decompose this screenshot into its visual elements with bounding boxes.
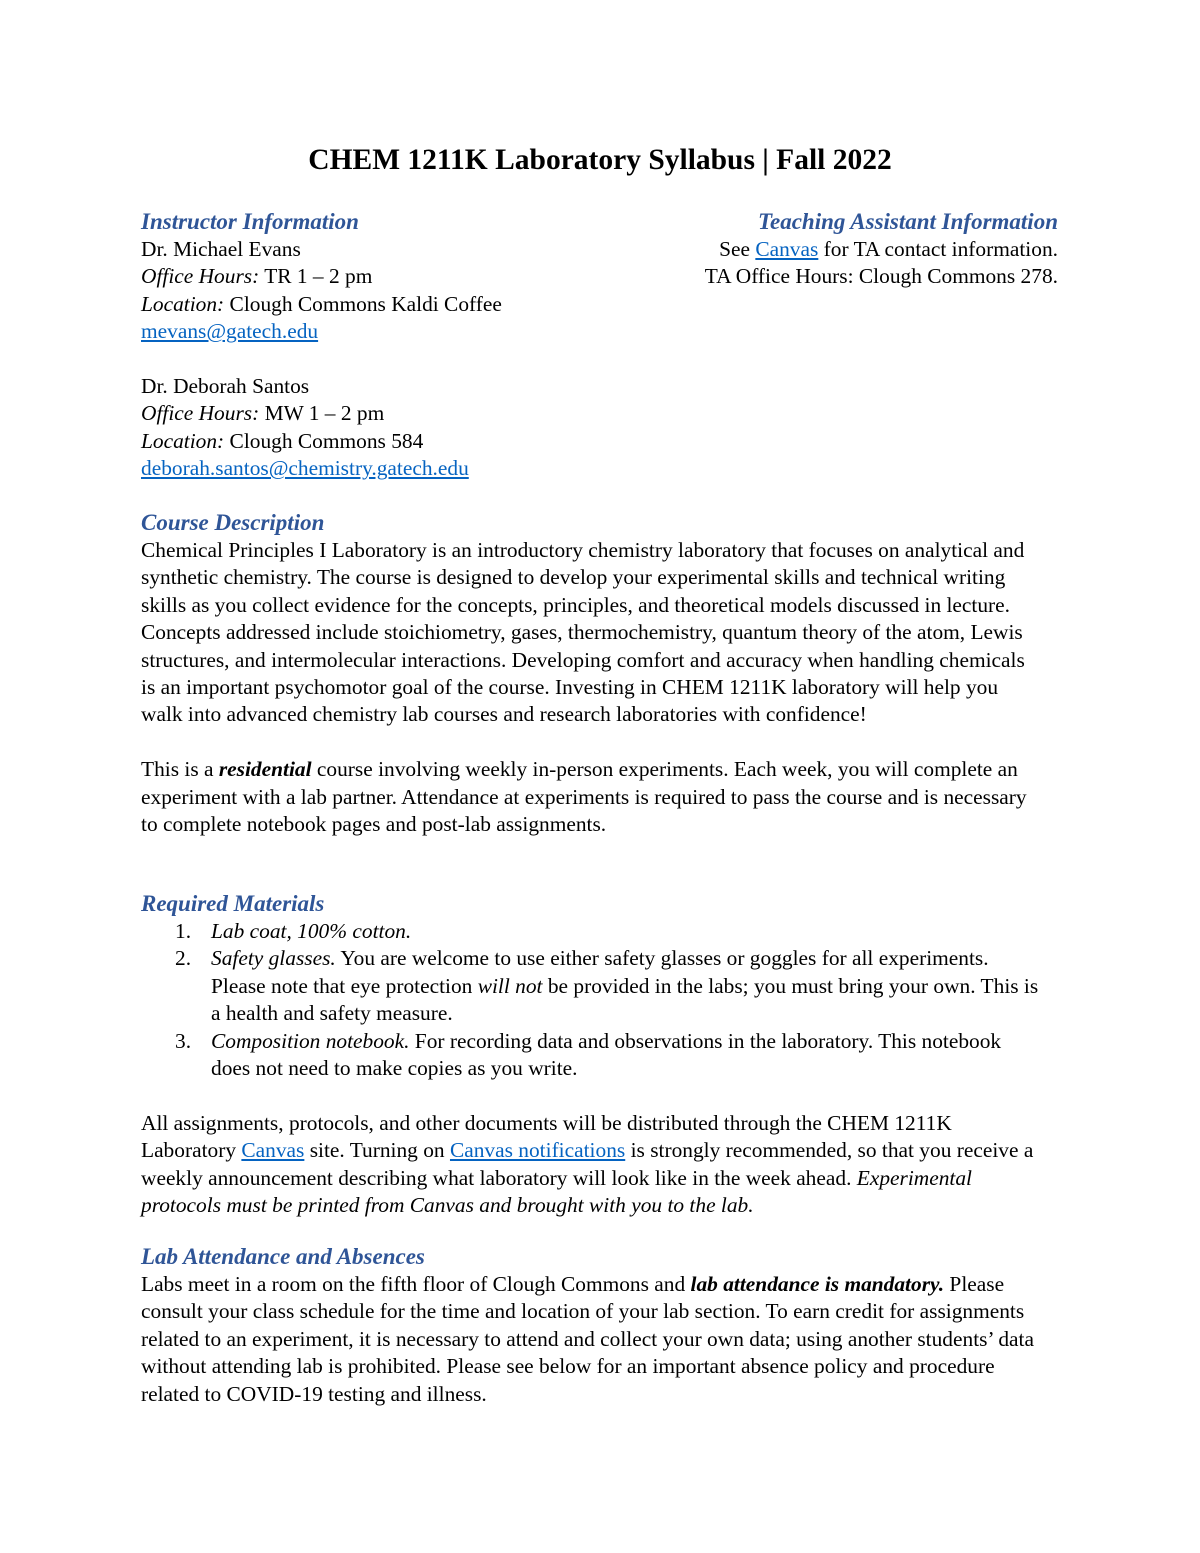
ta-hours-line: TA Office Hours: Clough Commons 278. — [704, 264, 1058, 289]
course-description-paragraph: Chemical Principles I Laboratory is an introductory chemistry laboratory that focuses on analytical and synthetic chemistry. The course is designed to develop your experimental skills and technical writing skills as you collect evidence for the concepts, principles, and theoretical models discussed in lecture. Concepts addressed include stoichiometry, gases, thermochemistry, quantum theory of the atom, Lewis structures, and intermolecular interactions. Developing comfort and accuracy when handling chemicals is an important psychomotor goal of the course. Investing in CHEM 1211K laboratory will help you walk into advanced chemistry lab courses and research laboratories with confidence! — [141, 538, 1025, 727]
hours-label: Office Hours: — [141, 264, 260, 289]
list-item: 3. Composition notebook. For recording data and observations in the laboratory. This notebook does not need to make copies as you write. — [175, 1028, 1002, 1081]
canvas-link[interactable]: Canvas — [241, 1138, 305, 1163]
residential-emphasis: residential — [218, 757, 312, 782]
instructor-location — [141, 428, 661, 455]
materials-list — [141, 918, 1041, 1082]
ta-contact-line: See Canvas for TA contact information. — [719, 237, 1058, 261]
ta-heading: Teaching Assistant Information — [758, 209, 1058, 234]
instructor-email-link[interactable]: mevans@gatech.edu — [141, 319, 319, 344]
course-description-heading: Course Description — [141, 510, 325, 535]
required-materials-heading: Required Materials — [141, 891, 325, 916]
attendance-section — [141, 1243, 1061, 1408]
instructor-location — [141, 291, 661, 318]
instructor-email-link[interactable]: deborah.santos@chemistry.gatech.edu — [141, 456, 469, 481]
instructor-hours — [141, 400, 661, 427]
canvas-link[interactable]: Canvas — [755, 237, 819, 261]
list-item: 2. Safety glasses. You are welcome to use either safety glasses or goggles for all experiments. Please note that eye protection will not be provided in the labs; you must bring your own. This is a health and safety measure. — [175, 946, 1039, 1026]
location-value: Clough Commons 584 — [229, 428, 424, 453]
canvas-paragraph: All assignments, protocols, and other documents will be distributed through the CHEM 1211K Laboratory Canvas site. Turning on Canvas notifications is strongly recommended, so that you receive a weekly announcement describing what laboratory will look like in the week ahead. Experimental protocols must be printed from Canvas and brought with you to the lab. — [141, 1110, 1034, 1218]
attendance-emphasis: lab attendance is mandatory. — [690, 1272, 945, 1296]
course-description-section — [141, 509, 1061, 838]
required-materials-section — [141, 890, 1061, 1219]
location-label: Location: — [141, 291, 225, 316]
protocols-note: Experimental protocols must be printed from Canvas and brought with you to the lab. — [141, 1165, 973, 1218]
ta-info — [538, 208, 1058, 291]
hours-value: MW 1 – 2 pm — [264, 401, 385, 426]
instructor-name: Dr. Deborah Santos — [141, 374, 310, 399]
attendance-paragraph: Labs meet in a room on the fifth floor of Clough Commons and lab attendance is mandatory. Please consult your class schedule for the time and location of your lab section. To earn credit for assignments related to an experiment, it is necessary to attend and collect your own data; using another students’ data without attending lab is prohibited. Please see below for an important absence policy and procedure related to COVID-19 testing and illness. — [141, 1272, 1034, 1406]
attendance-heading: Lab Attendance and Absences — [141, 1244, 425, 1269]
page-title: CHEM 1211K Laboratory Syllabus | Fall 2022 — [308, 144, 892, 176]
instructor-name: Dr. Michael Evans — [141, 237, 301, 261]
hours-label: Office Hours: — [141, 401, 260, 426]
location-label: Location: — [141, 428, 225, 453]
residential-paragraph: This is a residential course involving weekly in-person experiments. Each week, you will complete an experiment with a lab partner. Attendance at experiments is required to pass the course and is necessary to complete notebook pages and post-lab assignments. — [141, 757, 1027, 837]
list-item: 1. Lab coat, 100% cotton. — [175, 919, 412, 943]
location-value: Clough Commons Kaldi Coffee — [229, 291, 502, 316]
hours-value: TR 1 – 2 pm — [264, 264, 373, 289]
instructor-heading: Instructor Information — [141, 209, 359, 234]
canvas-notifications-link[interactable]: Canvas notifications — [449, 1138, 626, 1163]
